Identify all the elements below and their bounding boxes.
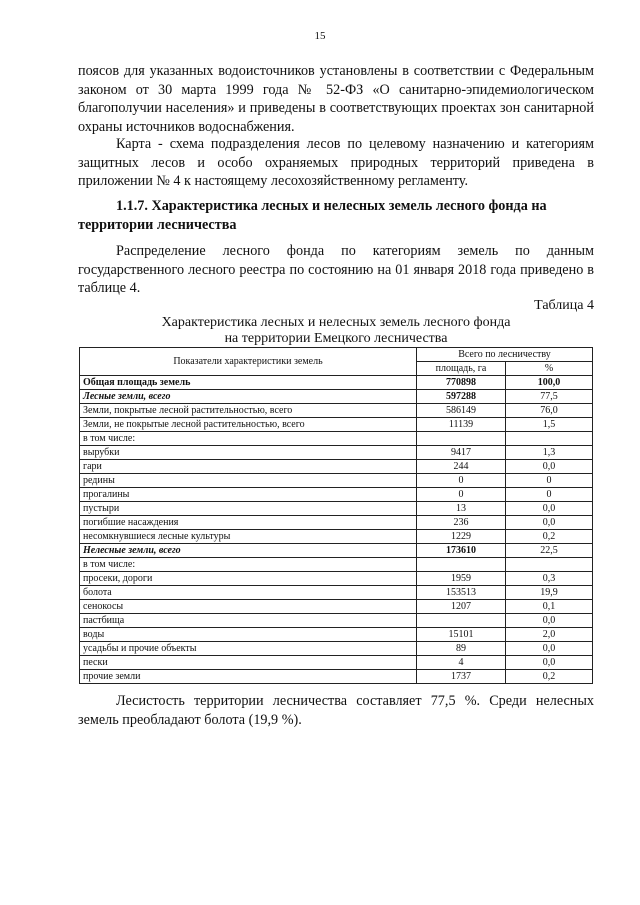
row-area: 0 [417,474,506,488]
row-name: Общая площадь земель [80,376,417,390]
row-name: погибшие насаждения [80,516,417,530]
table-row [80,502,593,516]
row-pct: 0,1 [506,600,593,614]
row-area: 4 [417,656,506,670]
table-row [80,446,593,460]
table-row [80,656,593,670]
table-row [80,516,593,530]
paragraph-map-reference: Карта - схема подразделения лесов по целевому назначению и категориям защитных лесов и особо охраняемых природных территорий приведена в приложении № 4 к настоящему лесохозяйственному регламенту. [78,136,594,189]
row-name: воды [80,628,417,642]
row-name: пески [80,656,417,670]
row-area: 9417 [417,446,506,460]
row-area: 770898 [417,376,506,390]
row-name: прогалины [80,488,417,502]
row-pct: 19,9 [506,586,593,600]
row-name: редины [80,474,417,488]
row-area: 13 [417,502,506,516]
header-indicator: Показатели характеристики земель [80,348,417,376]
table-caption-line1: Характеристика лесных и нелесных земель лесного фонда [161,315,511,330]
row-area: 586149 [417,404,506,418]
row-name: усадьбы и прочие объекты [80,642,417,656]
row-area: 11139 [417,418,506,432]
row-pct: 0,2 [506,530,593,544]
table-row [80,628,593,642]
table-row [80,670,593,684]
table-row [80,572,593,586]
header-total: Всего по лесничеству [417,348,593,362]
row-area: 1229 [417,530,506,544]
row-area: 597288 [417,390,506,404]
row-pct: 0,0 [506,516,593,530]
row-name: Лесные земли, всего [80,390,417,404]
table-row [80,488,593,502]
row-name: гари [80,460,417,474]
paragraph-distribution: Распределение лесного фонда по категориям земель по данным государственного лесного реестра по состоянию на 01 января 2018 года приведено в таблице 4. [78,243,594,296]
table-row [80,418,593,432]
row-pct: 22,5 [506,544,593,558]
land-characteristics-table [79,347,593,684]
row-name: прочие земли [80,670,417,684]
row-area: 173610 [417,544,506,558]
row-pct: 76,0 [506,404,593,418]
row-pct: 0,0 [506,642,593,656]
table-label: Таблица 4 [534,298,594,313]
row-pct [506,558,593,572]
table-row [80,390,593,404]
table-row [80,474,593,488]
row-pct: 1,3 [506,446,593,460]
section-heading [78,197,594,234]
row-name: в том числе: [80,432,417,446]
row-area: 1959 [417,572,506,586]
header-area: площадь, га [417,362,506,376]
table-row [80,376,593,390]
row-name: Земли, покрытые лесной растительностью, всего [80,404,417,418]
table-row [80,530,593,544]
row-pct: 0,0 [506,656,593,670]
header-pct: % [506,362,593,376]
table-caption-line2: на территории Емецкого лесничества [224,331,448,346]
paragraph-conclusion: Лесистость территории лесничества составляет 77,5 %. Среди нелесных земель преобладают болота (19,9 %). [78,693,594,728]
row-area: 244 [417,460,506,474]
row-name: болота [80,586,417,600]
row-area: 89 [417,642,506,656]
row-pct: 0 [506,488,593,502]
paragraph-water-protection: поясов для указанных водоисточников установлены в соответствии с Федеральным законом от 30 марта 1999 года № 52-ФЗ «О санитарно-эпидемиологическом благополучии населения» и приведены в соответствующих проектах зон санитарной охраны источников водоснабжения. [78,63,594,135]
row-pct: 100,0 [506,376,593,390]
row-pct: 1,5 [506,418,593,432]
table-row [80,558,593,572]
row-name: просеки, дороги [80,572,417,586]
table-row [80,432,593,446]
row-pct: 0,0 [506,614,593,628]
table-row [80,600,593,614]
row-area: 1207 [417,600,506,614]
table-row [80,586,593,600]
table-row [80,614,593,628]
row-name: сенокосы [80,600,417,614]
section-heading-line2: территории лесничества [78,216,237,233]
row-pct: 0 [506,474,593,488]
row-area [417,432,506,446]
row-area: 15101 [417,628,506,642]
section-heading-line1: 1.1.7. Характеристика лесных и нелесных земель лесного фонда на [116,198,547,214]
row-area [417,614,506,628]
row-name: Нелесные земли, всего [80,544,417,558]
row-area [417,558,506,572]
table-caption [78,315,594,347]
row-area: 236 [417,516,506,530]
row-pct: 0,3 [506,572,593,586]
row-pct: 77,5 [506,390,593,404]
row-area: 0 [417,488,506,502]
row-pct [506,432,593,446]
row-area: 153513 [417,586,506,600]
row-name: пастбища [80,614,417,628]
row-name: несомкнувшиеся лесные культуры [80,530,417,544]
table-row [80,404,593,418]
row-name: пустыри [80,502,417,516]
page-number: 15 [314,30,326,42]
table-row [80,460,593,474]
row-name: вырубки [80,446,417,460]
row-name: Земли, не покрытые лесной растительностью, всего [80,418,417,432]
row-area: 1737 [417,670,506,684]
table-row [80,544,593,558]
row-pct: 0,0 [506,502,593,516]
row-name: в том числе: [80,558,417,572]
row-pct: 2,0 [506,628,593,642]
row-pct: 0,2 [506,670,593,684]
row-pct: 0,0 [506,460,593,474]
table-row [80,642,593,656]
